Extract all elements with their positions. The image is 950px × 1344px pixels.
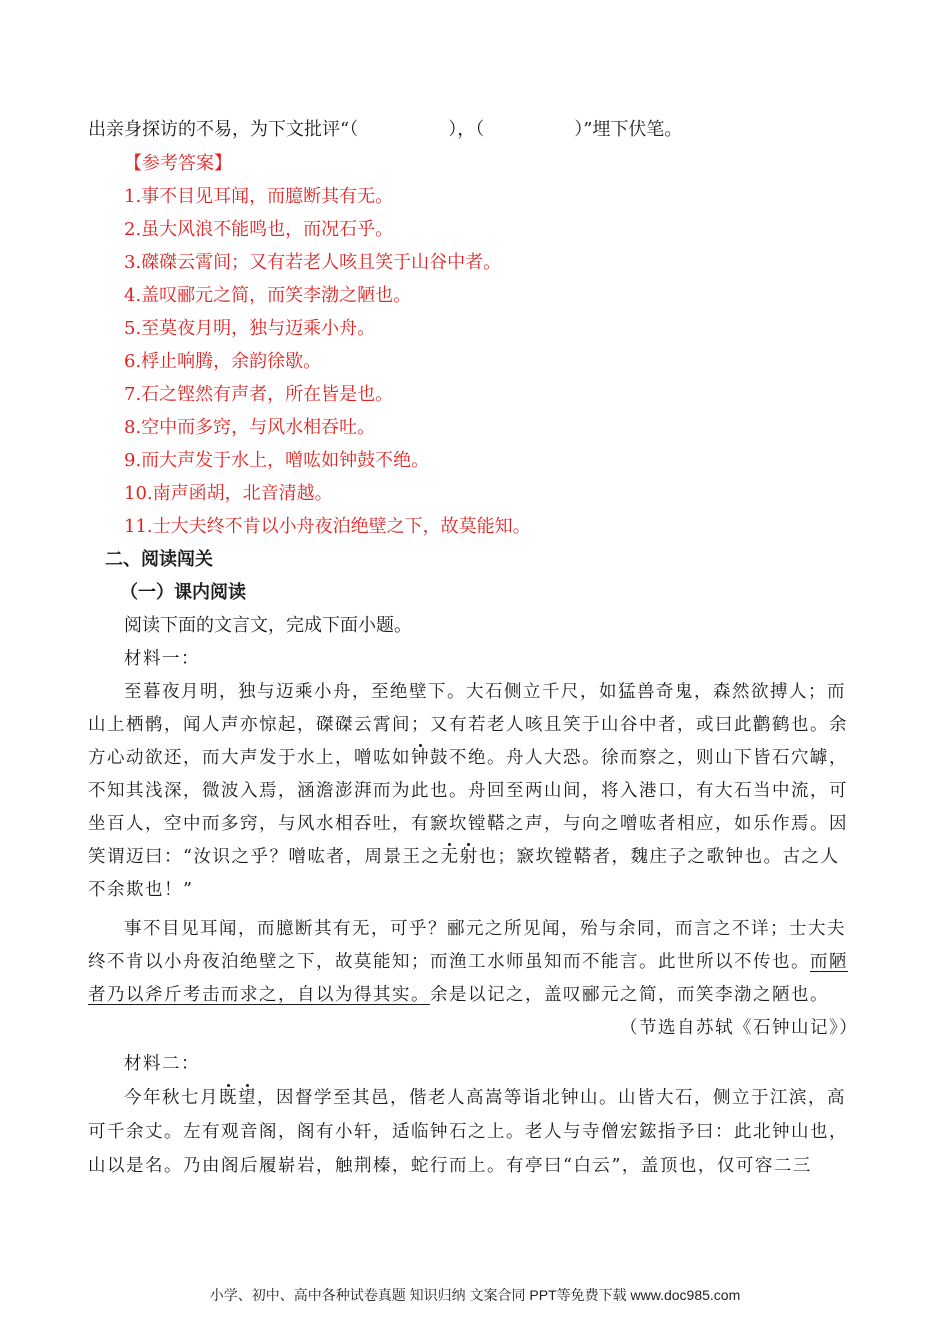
emphasis-dot-char: 射	[459, 847, 479, 867]
instruction-text: 阅读下面的文言文，完成下面小题。	[124, 615, 412, 636]
passage-text: 余是以记之，盖叹郦元之简，而笑李渤之陋也。	[430, 985, 829, 1005]
section-title: 二、阅读闯关	[105, 549, 213, 570]
passage-text: 终不肯以小舟夜泊绝壁之下，故莫能知；而渔工水师虽知而不能言。此世所以不传也。	[88, 952, 810, 972]
passage-text: 今年秋七月	[124, 1088, 219, 1108]
passage-line: 坐百人，空中而多窍，与风水相吞吐，有窾坎镗鞳之声，与向之噌吰者相应，如乐作焉。因	[88, 814, 848, 834]
passage-line	[88, 983, 829, 1007]
passage-line	[88, 845, 839, 869]
passage-line: 事不目见耳闻，而臆断其有无，可乎？郦元之所见闻，殆与余同，而言之不详；士大夫	[124, 919, 846, 939]
list-item: 8.空中而多窍，与风水相吞吐。	[124, 417, 376, 438]
material-1-label: 材料一：	[124, 649, 200, 669]
passage-source: （节选自苏轼《石钟山记》）	[620, 1018, 859, 1038]
material-2-label: 材料二：	[124, 1054, 200, 1074]
emphasis-dot-char: 无	[440, 847, 460, 867]
list-item: 7.石之铿然有声者，所在皆是也。	[124, 384, 394, 405]
list-item: 10.南声函胡，北音清越。	[124, 483, 333, 504]
passage-line: 不余欺也！”	[88, 880, 194, 900]
intro-tail-text: 出亲身探访的不易，为下文批评“（ ），（ ）”埋下伏笔。	[88, 119, 683, 140]
subsection-title: （一）课内阅读	[120, 582, 246, 603]
passage-text: ，因督学至其邑，偕老人高嵩等诣北钟山。山皆大石，侧立于江滨，高	[257, 1088, 846, 1108]
underlined-sentence: 者乃以斧斤考击而求之，自以为得其实。	[88, 985, 430, 1005]
list-item: 11.士大夫终不肯以小舟夜泊绝壁之下，故莫能知。	[124, 516, 531, 537]
answer-heading: 【参考答案】	[124, 153, 232, 174]
passage-line	[88, 950, 848, 974]
passage-line: 山上栖鹘，闻人声亦惊起，磔磔云霄间；又有若老人咳且笑于山谷中者，或曰此鹳鹤也。余	[88, 715, 848, 735]
list-item: 4.盖叹郦元之简，而笑李渤之陋也。	[124, 285, 412, 306]
list-item: 6.桴止响腾，余韵徐歇。	[124, 351, 322, 372]
emphasis-dot-char: 钟	[411, 748, 430, 768]
list-item: 1.事不目见耳闻，而臆断其有无。	[124, 186, 394, 207]
passage-text: 方心动欲还，而大声发于水上，噌吰如	[88, 748, 411, 768]
page-footer: 小学、初中、高中各种试卷真题 知识归纳 文案合同 PPT等免费下载 www.doc985.com	[209, 1287, 741, 1303]
emphasis-dot-char: 既	[219, 1088, 238, 1108]
list-item: 9.而大声发于水上，噌吰如钟鼓不绝。	[124, 450, 430, 471]
list-item: 3.磔磔云霄间；又有若老人咳且笑于山谷中者。	[124, 252, 502, 273]
passage-line	[124, 1086, 846, 1110]
passage-line: 不知其浅深，微波入焉，涵澹澎湃而为此也。舟回至两山间，将入港口，有大石当中流，可	[88, 781, 848, 801]
passage-line: 可千余丈。左有观音阁，阁有小轩，适临钟石之上。老人与寺僧宏鋐指予曰：此北钟山也，	[88, 1122, 848, 1142]
passage-text: 也；窾坎镗鞳者，魏庄子之歌钟也。古之人	[478, 847, 840, 867]
passage-line	[88, 746, 848, 770]
emphasis-dot-char: 望	[238, 1088, 257, 1108]
passage-text: 鼓不绝。舟人大恐。徐而察之，则山下皆石穴罅，	[430, 748, 848, 768]
list-item: 2.虽大风浪不能鸣也，而况石乎。	[124, 219, 394, 240]
underlined-sentence: 而陋	[810, 952, 848, 972]
passage-line: 至暮夜月明，独与迈乘小舟，至绝壁下。大石侧立千尺，如猛兽奇鬼，森然欲搏人；而	[124, 682, 846, 702]
passage-text: 笑谓迈曰：“汝识之乎？噌吰者，周景王之	[88, 847, 441, 867]
list-item: 5.至莫夜月明，独与迈乘小舟。	[124, 318, 376, 339]
passage-line: 山以是名。乃由阁后履崭岩，触荆榛，蛇行而上。有亭曰“白云”，盖顶也，仅可容二三	[88, 1156, 812, 1176]
